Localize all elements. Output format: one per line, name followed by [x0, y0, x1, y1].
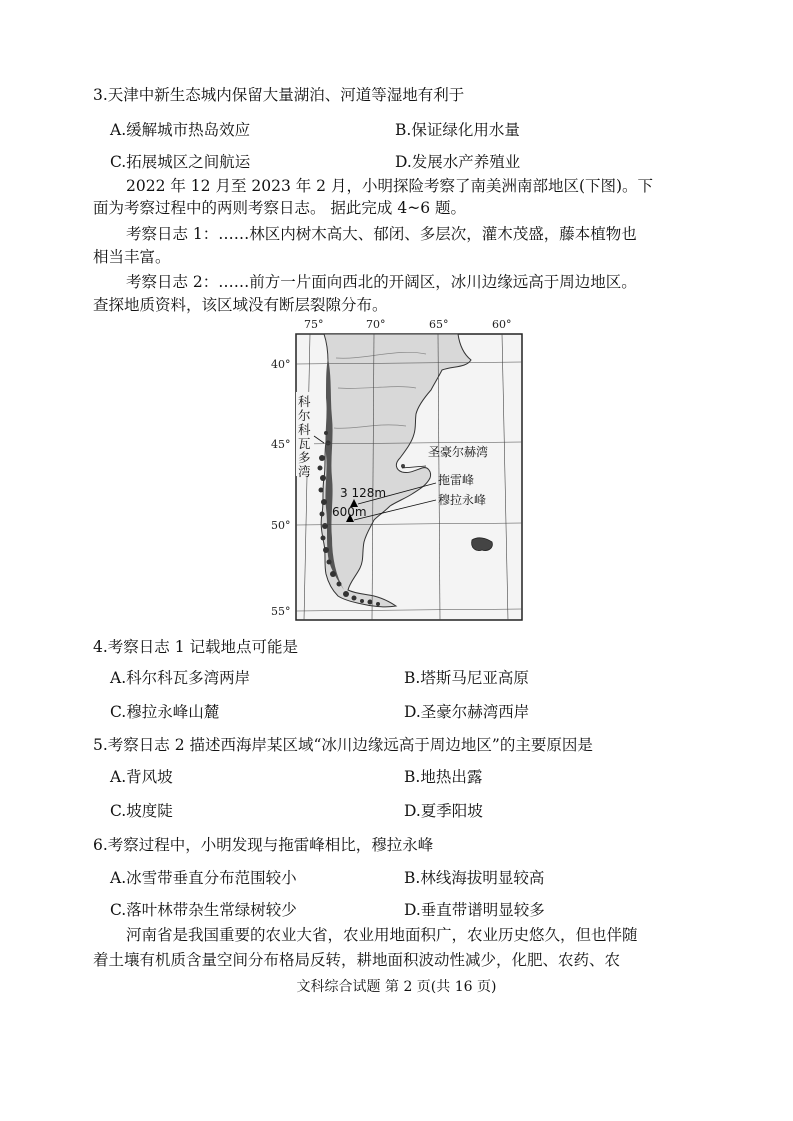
page-footer: 文科综合试题 第 2 页(共 16 页) [296, 979, 497, 995]
corcovado-label-ch6: 湾 [298, 464, 311, 479]
log1-line2: 相当丰富。 [93, 248, 171, 266]
log2-line1: 考察日志 2：……前方一片面向西北的开阔区，冰川边缘远高于周边地区。 [126, 273, 637, 291]
fitzroy-label: 拖雷峰 [438, 473, 475, 487]
corcovado-label-ch2: 尔 [298, 408, 311, 423]
lon-label-65: 65° [429, 318, 449, 331]
q3-option-b: B.保证绿化用水量 [395, 121, 520, 139]
passage-intro-line2: 面为考察过程中的两则考察日志。 据此完成 4~6 题。 [93, 199, 466, 217]
lat-label-40: 40° [271, 358, 291, 371]
corcovado-label-ch5: 多 [298, 450, 311, 465]
lat-label-50: 50° [271, 519, 291, 532]
lon-label-60: 60° [492, 318, 512, 331]
log2-line2: 查探地质资料，该区域没有断层裂隙分布。 [93, 296, 388, 314]
san-jorge-gulf-label: 圣豪尔赫湾 [428, 445, 489, 459]
q5-option-a: A.背风坡 [110, 768, 173, 786]
lat-label-45: 45° [271, 438, 291, 451]
q5-option-c: C.坡度陡 [110, 802, 173, 820]
q6-option-c: C.落叶林带杂生常绿树较少 [110, 901, 297, 919]
map-svg [266, 318, 528, 624]
q3-stem: 3.天津中新生态城内保留大量湖泊、河道等湿地有利于 [93, 86, 465, 104]
q3-option-d: D.发展水产养殖业 [395, 153, 521, 171]
q4-option-b: B.塔斯马尼亚高原 [404, 669, 529, 687]
fitzroy-elevation: 3 128m [340, 486, 387, 500]
moreno-elevation: 600m [332, 505, 367, 519]
q3-option-c: C.拓展城区之间航运 [110, 153, 251, 171]
lon-label-75: 75° [304, 318, 324, 331]
q5-option-b: B.地热出露 [404, 768, 483, 786]
south-america-map [266, 318, 528, 624]
q4-option-a: A.科尔科瓦多湾两岸 [110, 669, 251, 687]
moreno-label: 穆拉永峰 [438, 493, 487, 507]
lon-label-70: 70° [366, 318, 386, 331]
q4-option-c: C.穆拉永峰山麓 [110, 703, 220, 721]
lat-label-55: 55° [271, 605, 291, 618]
q6-option-d: D.垂直带谱明显较多 [404, 901, 545, 919]
q3-option-a: A.缓解城市热岛效应 [110, 121, 251, 139]
log1-line1: 考察日志 1：……林区内树木高大、郁闭、多层次，灌木茂盛，藤本植物也 [126, 225, 637, 243]
q5-option-d: D.夏季阳坡 [404, 802, 483, 820]
passage-intro-line1: 2022 年 12 月至 2023 年 2 月，小明探险考察了南美洲南部地区(下图)。下 [126, 177, 654, 195]
q4-option-d: D.圣豪尔赫湾西岸 [404, 703, 530, 721]
q6-option-b: B.林线海拔明显较高 [404, 869, 545, 887]
corcovado-label-ch1: 科 [298, 394, 311, 409]
henan-line1: 河南省是我国重要的农业大省，农业用地面积广，农业历史悠久，但也伴随 [126, 926, 638, 944]
corcovado-label-ch4: 瓦 [298, 436, 311, 451]
q5-stem: 5.考察日志 2 描述西海岸某区域“冰川边缘远高于周边地区”的主要原因是 [93, 736, 593, 754]
q6-option-a: A.冰雪带垂直分布范围较小 [110, 869, 297, 887]
q4-stem: 4.考察日志 1 记载地点可能是 [93, 638, 299, 656]
henan-line2: 着土壤有机质含量空间分布格局反转，耕地面积波动性减少，化肥、农药、农 [93, 951, 621, 969]
q6-stem: 6.考察过程中，小明发现与拖雷峰相比，穆拉永峰 [93, 836, 434, 854]
corcovado-label-ch3: 科 [298, 422, 311, 437]
